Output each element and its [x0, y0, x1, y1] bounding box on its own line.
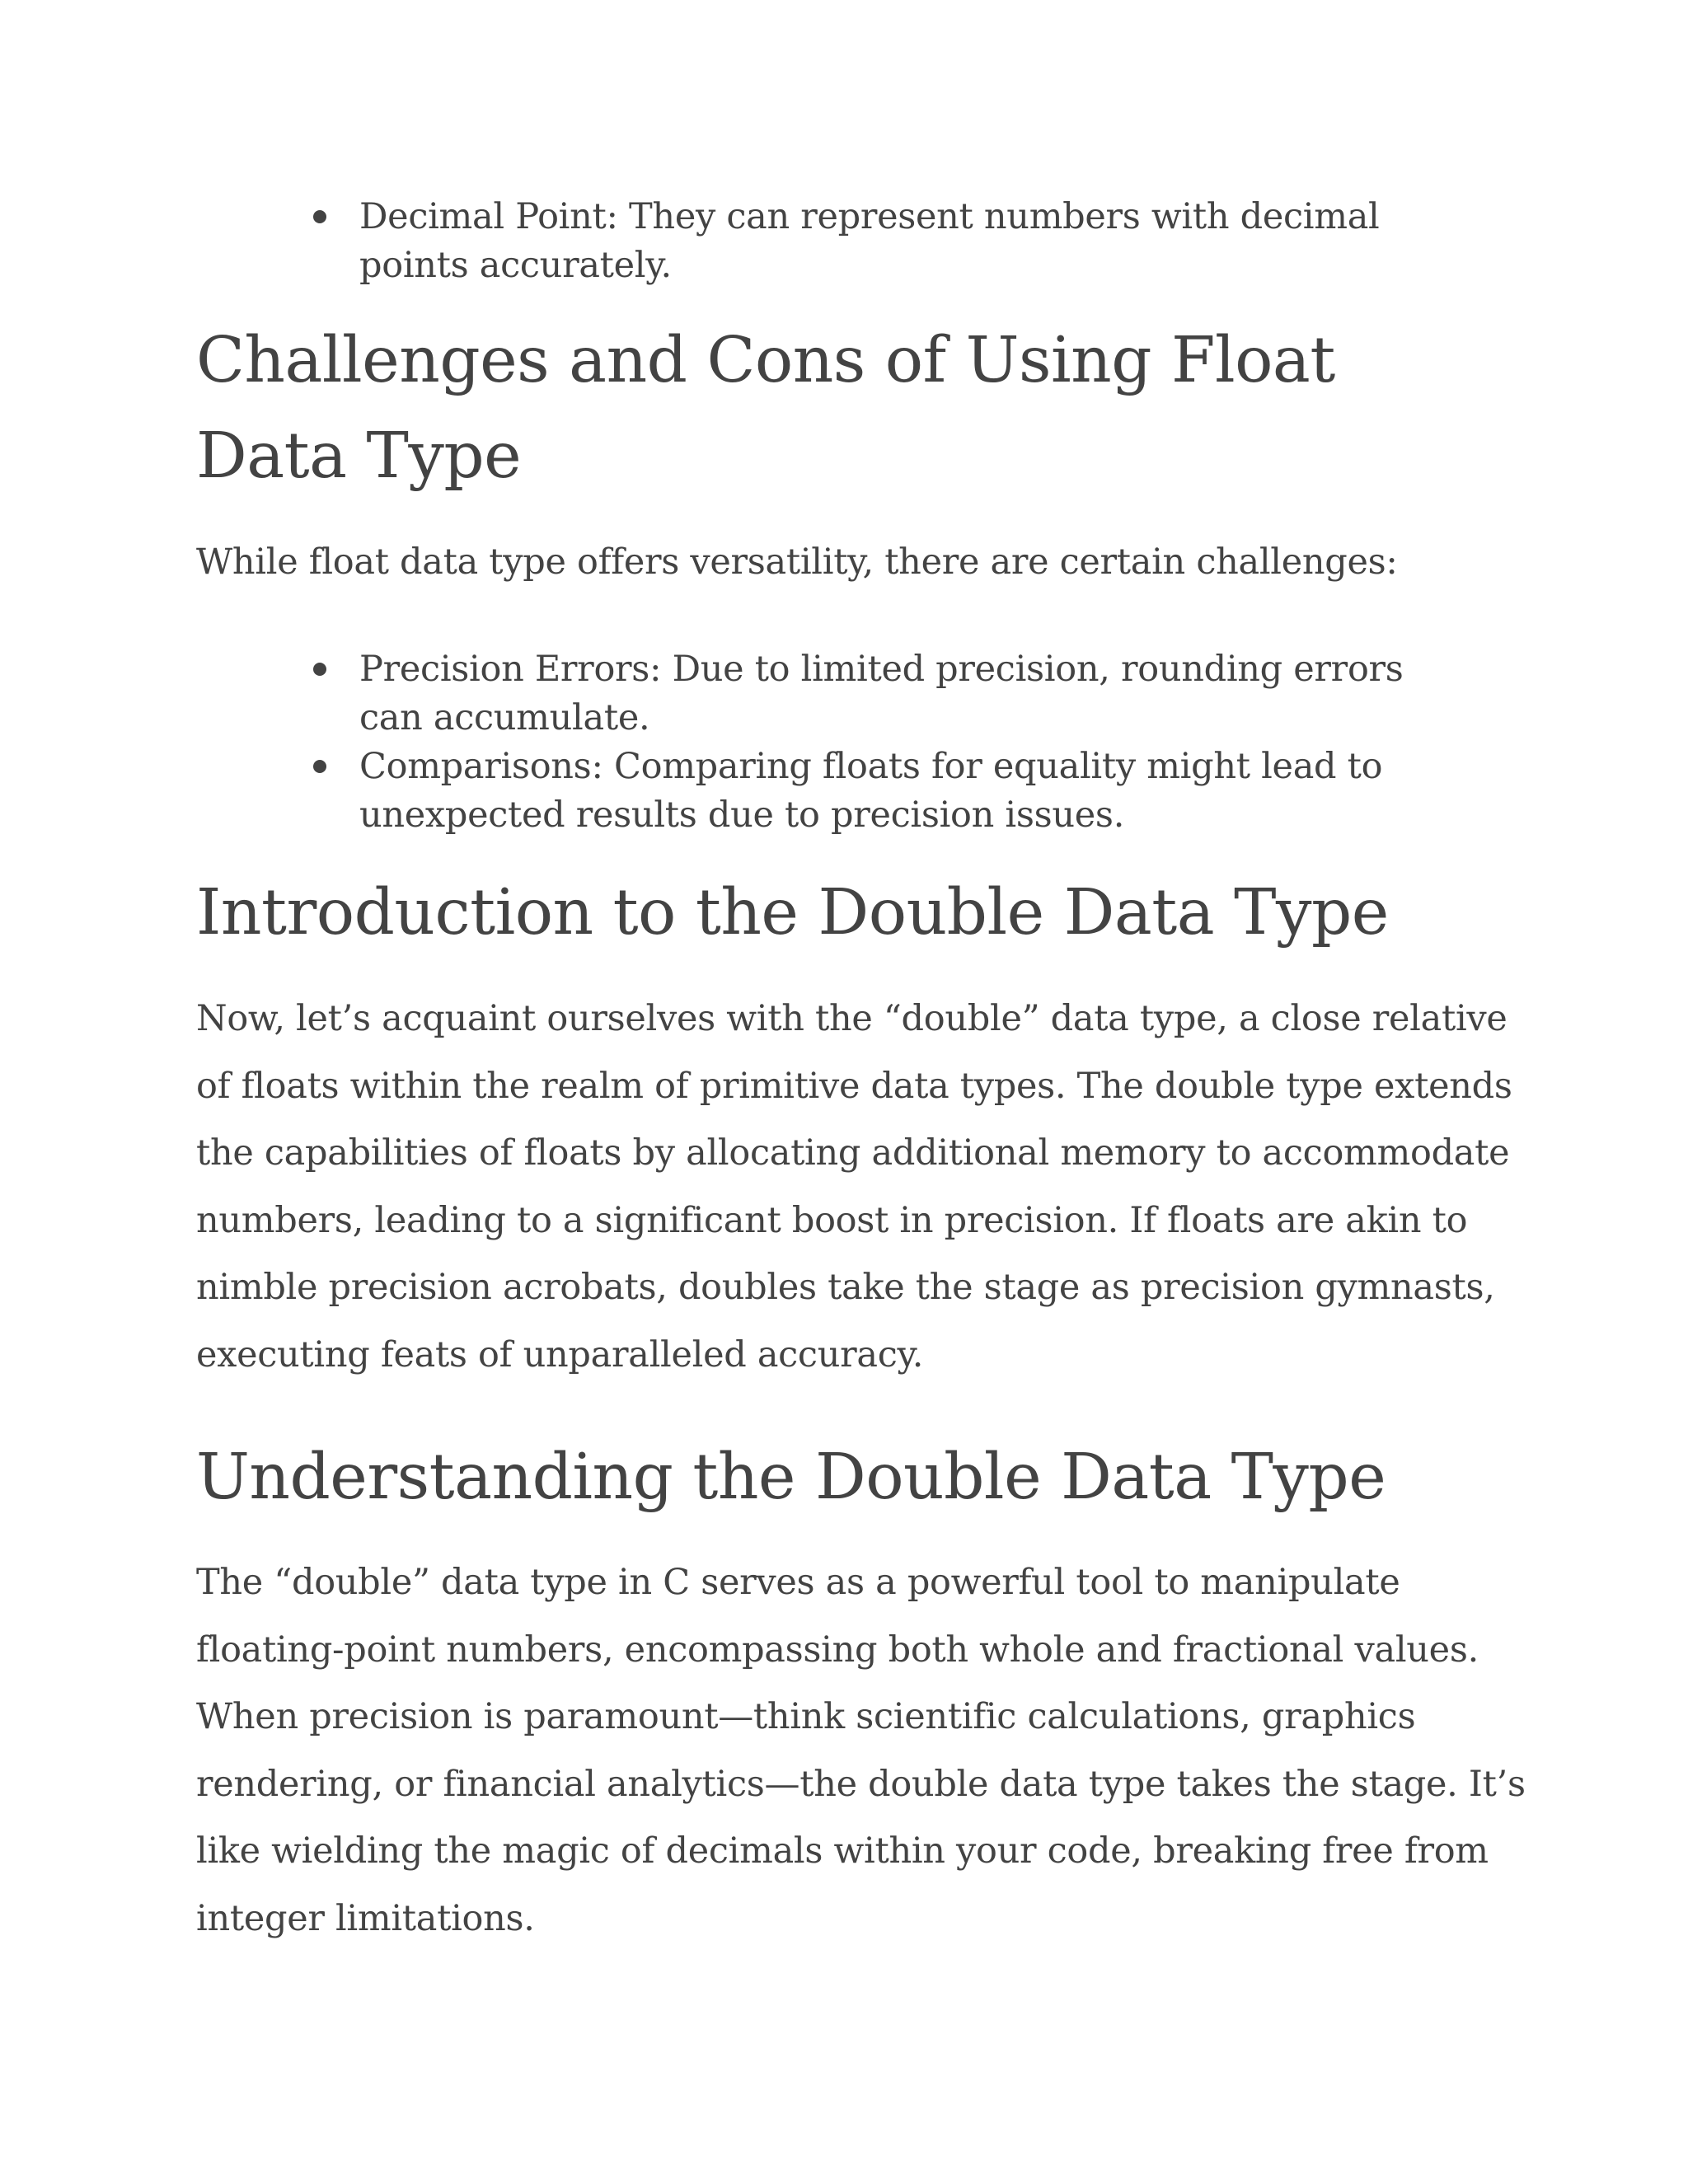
section-heading-understanding-double: Understanding the Double Data Type: [196, 1441, 1386, 1514]
intro-double-paragraph: Now, let’s acquaint ourselves with the “double” data type, a close relative of floats within the realm of primitive data types. The double type extends the capabilities of floats by allocating additional memory to accommodate numbers, leading to a significant boost in precision. If floats are akin to nimble precision acrobats, doubles take the stage as precision gymnasts, executing feats of unparalleled accuracy.: [196, 998, 1512, 1376]
list-item-text: Comparisons: Comparing floats for equality might lead to unexpected results due to precision issues.: [359, 746, 1383, 836]
bullet-icon: [313, 210, 326, 223]
float-advantages-list: [310, 193, 1464, 290]
understanding-double-paragraph: The “double” data type in C serves as a powerful tool to manipulate floating-point numbers, encompassing both whole and fractional values. When precision is paramount—think scientific calculations, graphics rendering, or financial analytics—the double data type takes the stage. It’s like wielding the magic of decimals within your code, breaking free from integer limitations.: [196, 1562, 1526, 1939]
challenges-list: [310, 645, 1464, 840]
list-item: [310, 743, 1464, 840]
list-item-text: Precision Errors: Due to limited precision, rounding errors can accumulate.: [359, 649, 1404, 738]
bullet-icon: [313, 760, 326, 773]
section-heading-challenges: Challenges and Cons of Using Float Data Type: [196, 324, 1335, 493]
section-heading-intro-double: Introduction to the Double Data Type: [196, 876, 1389, 949]
list-item: [310, 645, 1464, 743]
challenges-intro-paragraph: While float data type offers versatility, there are certain challenges:: [196, 541, 1398, 583]
bullet-icon: [313, 663, 326, 676]
list-item-text: Decimal Point: They can represent numbers with decimal points accurately.: [359, 196, 1380, 286]
list-item: [310, 193, 1464, 290]
